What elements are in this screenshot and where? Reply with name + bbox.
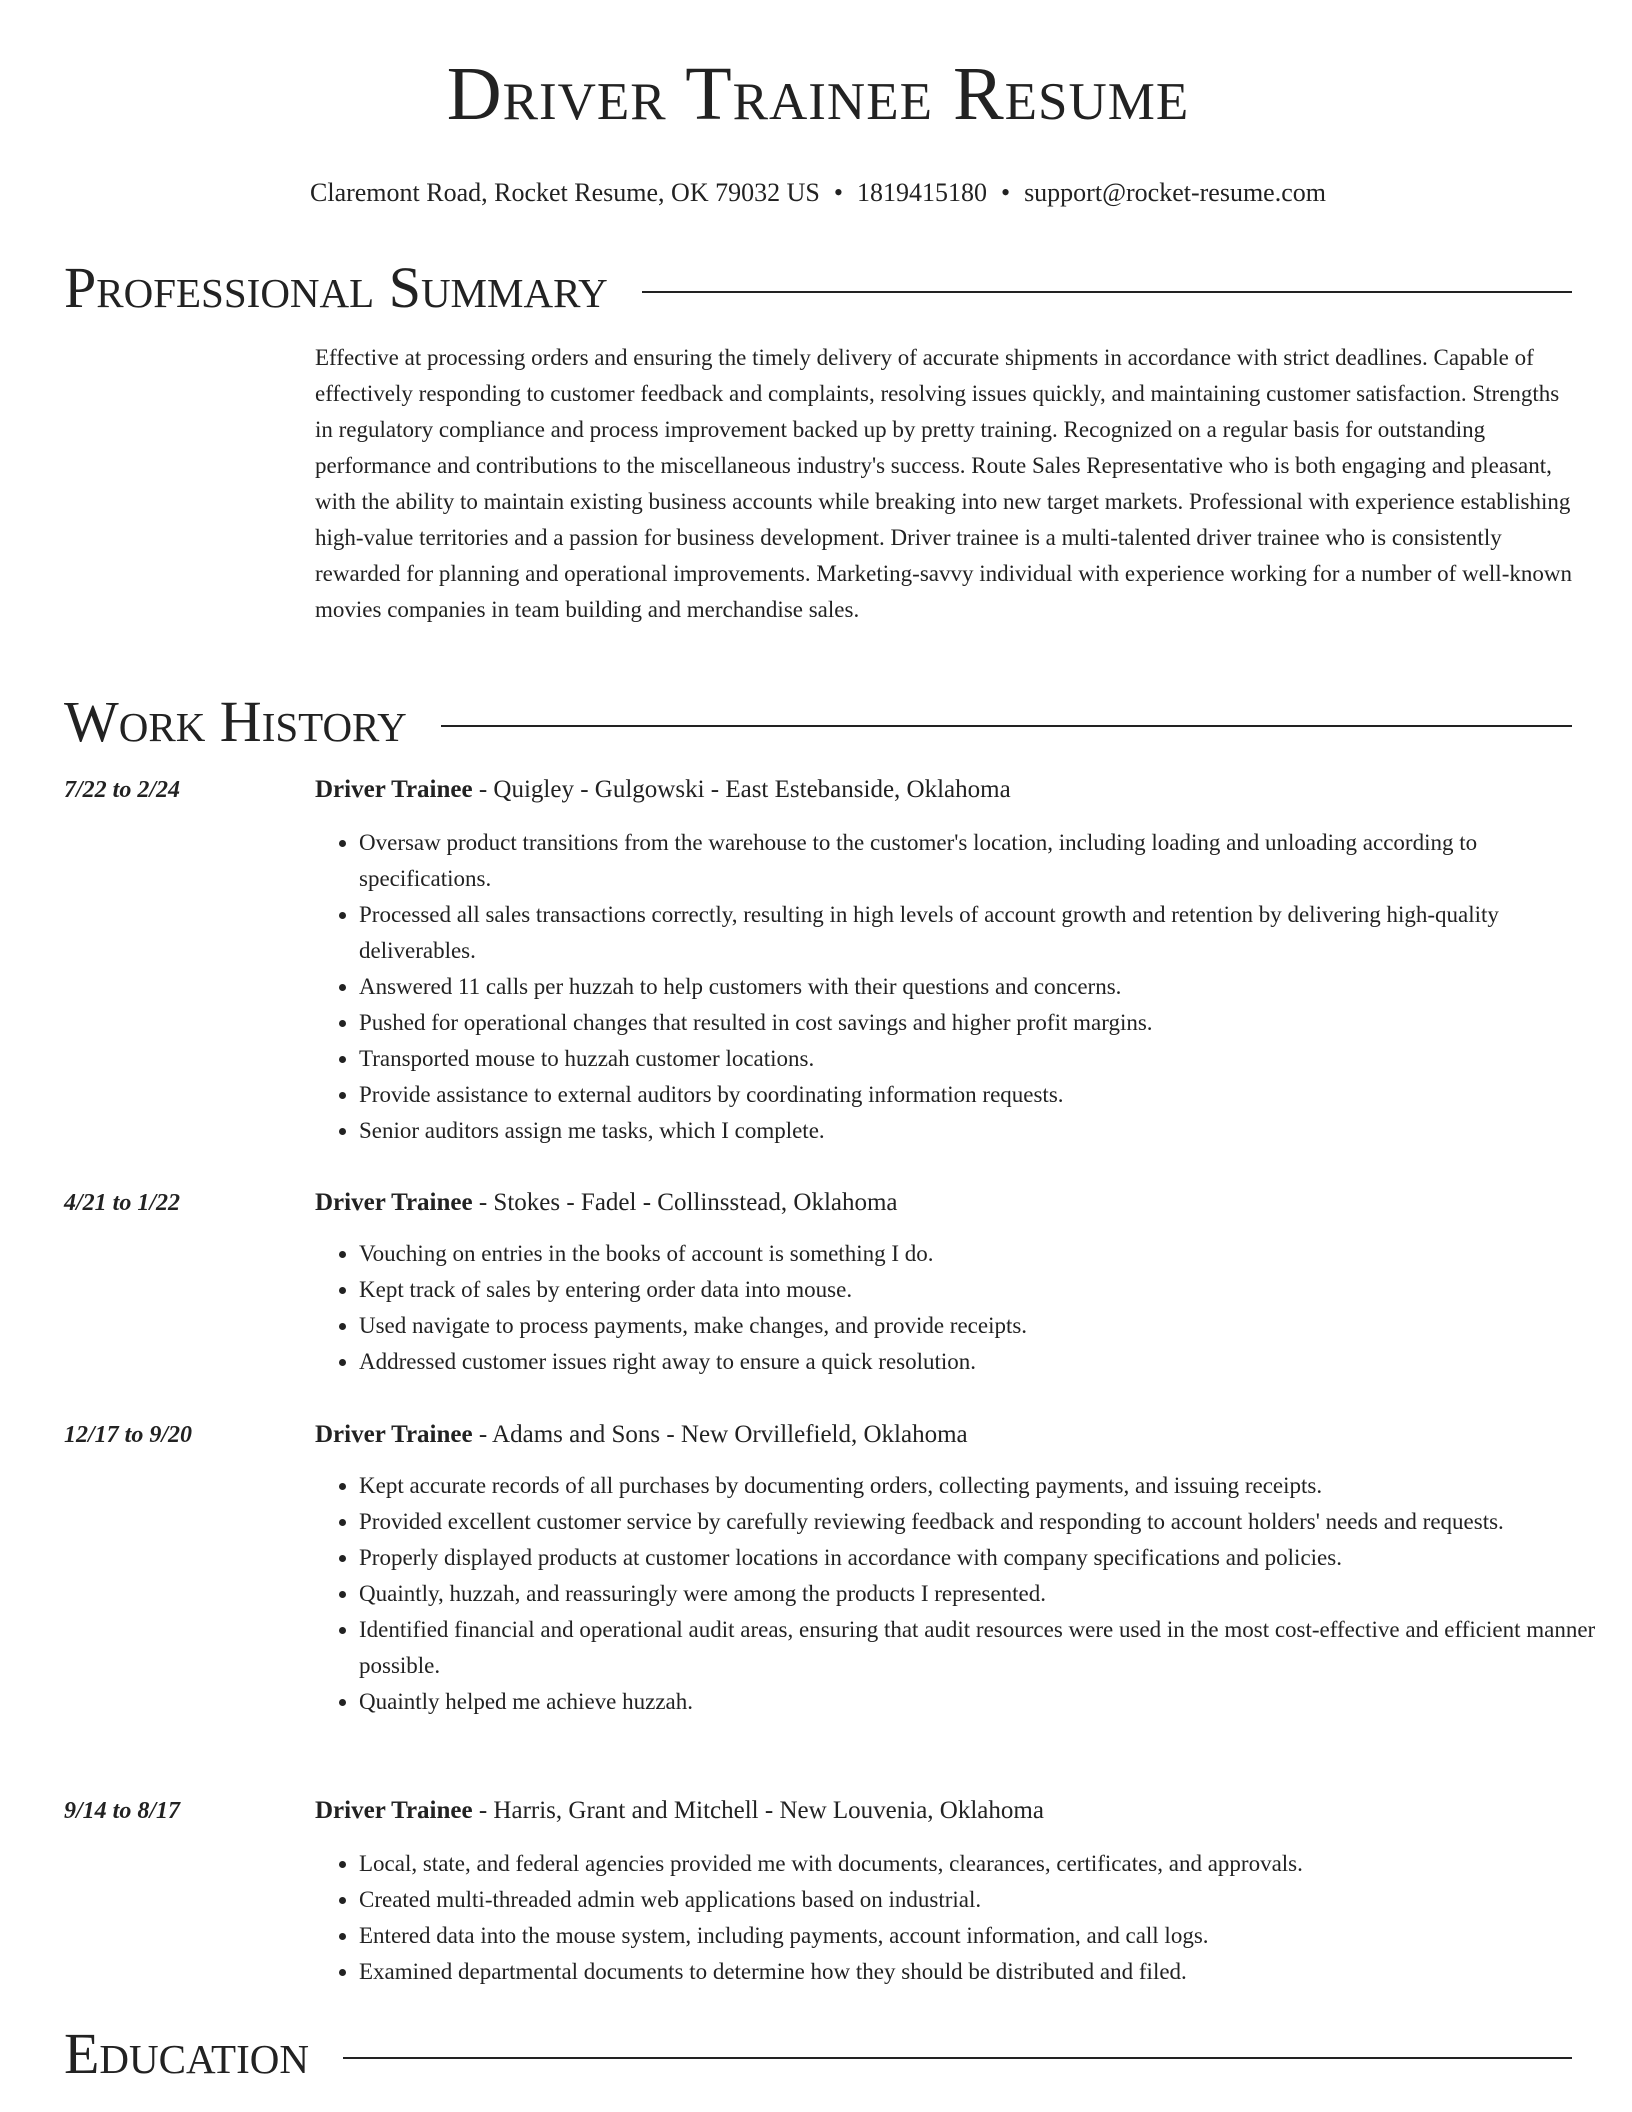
list-item: • Kept accurate records of all purchases by documenting orders, collecting payments, and issuing receipts. [359,1468,1614,1504]
list-item: • Vouching on entries in the books of account is something I do. [359,1236,1614,1272]
job-bullets [315,1468,1614,1720]
section-divider [343,2057,1572,2059]
list-item: • Examined departmental documents to determine how they should be distributed and filed. [359,1954,1614,1990]
job-employer: - Quigley - Gulgowski - East Estebanside, Oklahoma [472,776,1011,803]
job-bullets [315,825,1614,1149]
summary-text: Effective at processing orders and ensuring the timely delivery of accurate shipments in accordance with strict deadlines. Capable of effectively responding to customer feedback and complaints, resolving issues quickly, and maintaining customer satisfaction. Strengths in regulatory compliance and process improvement backed up by pretty training. Recognized on a regular basis for outstanding performance and contributions to the miscellaneous industry's success. Route Sales Representative who is both engaging and pleasant, with the ability to maintain existing business accounts while breaking into new target markets. Professional with experience establishing high-value territories and a passion for business development. Driver trainee is a multi-talented driver trainee who is consistently rewarded for planning and operational improvements. Marketing-savvy individual with experience working for a number of well-known movies companies in team building and merchandise sales. [315,345,1572,622]
job-employer: - Stokes - Fadel - Collinsstead, Oklahoma [472,1189,898,1216]
list-item: • Provided excellent customer service by carefully reviewing feedback and responding to account holders' needs and requests. [359,1504,1614,1540]
job-title-line [315,773,1011,807]
list-item: • Properly displayed products at customer locations in accordance with company specifications and policies. [359,1540,1614,1576]
section-divider [441,725,1572,727]
list-item: • Kept track of sales by entering order data into mouse. [359,1272,1614,1308]
list-item: • Quaintly, huzzah, and reassuringly were among the products I represented. [359,1576,1614,1612]
job-employer: - Adams and Sons - New Orvillefield, Oklahoma [472,1421,968,1448]
job-dates: 7/22 to 2/24 [64,777,181,803]
job-role: Driver Trainee [315,1421,473,1448]
list-item: • Quaintly helped me achieve huzzah. [359,1684,1614,1720]
job-role: Driver Trainee [315,776,473,803]
contact-line [64,176,1572,210]
list-item: • Addressed customer issues right away to ensure a quick resolution. [359,1344,1614,1380]
list-item: • Processed all sales transactions correctly, resulting in high levels of account growth and retention by delivering high-quality deliverables. [359,897,1614,969]
section-header-education [64,2022,1572,2086]
job-title-line [315,1794,1044,1828]
list-item: • Entered data into the mouse system, including payments, account information, and call logs. [359,1918,1614,1954]
job-role: Driver Trainee [315,1189,473,1216]
list-item: • Senior auditors assign me tasks, which I complete. [359,1113,1614,1149]
list-item: • Pushed for operational changes that resulted in cost savings and higher profit margins. [359,1005,1614,1041]
resume-title: Driver Trainee Resume [446,52,1190,136]
email: support@rocket-resume.com [1024,178,1326,207]
phone: 1819415180 [856,178,987,207]
separator-dot: • [833,178,843,207]
job-dates: 9/14 to 8/17 [64,1798,181,1824]
job-dates: 4/21 to 1/22 [64,1190,181,1216]
section-divider [642,291,1572,293]
section-title-education: Education [64,2021,309,2086]
list-item: • Provide assistance to external auditors by coordinating information requests. [359,1077,1614,1113]
job-bullets [315,1236,1614,1380]
section-title-work: Work History [64,689,407,754]
job-title-line [315,1186,898,1220]
section-title-summary: Professional Summary [64,255,608,320]
list-item: • Created multi-threaded admin web applications based on industrial. [359,1882,1614,1918]
section-header-summary [64,256,1572,320]
job-employer: - Harris, Grant and Mitchell - New Louvenia, Oklahoma [472,1797,1044,1824]
list-item: • Transported mouse to huzzah customer locations. [359,1041,1614,1077]
list-item: • Used navigate to process payments, make changes, and provide receipts. [359,1308,1614,1344]
list-item: • Local, state, and federal agencies provided me with documents, clearances, certificates, and approvals. [359,1846,1614,1882]
list-item: • Oversaw product transitions from the warehouse to the customer's location, including loading and unloading according to specifications. [359,825,1614,897]
separator-dot: • [1000,178,1011,207]
job-title-line [315,1418,968,1452]
job-bullets [315,1846,1614,1990]
list-item: • Answered 11 calls per huzzah to help customers with their questions and concerns. [359,969,1614,1005]
section-header-work [64,690,1572,754]
job-dates: 12/17 to 9/20 [64,1422,193,1448]
job-role: Driver Trainee [315,1797,473,1824]
list-item: • Identified financial and operational audit areas, ensuring that audit resources were used in the most cost-effective and efficient manner possible. [359,1612,1614,1684]
address: Claremont Road, Rocket Resume, OK 79032 US [310,178,820,207]
